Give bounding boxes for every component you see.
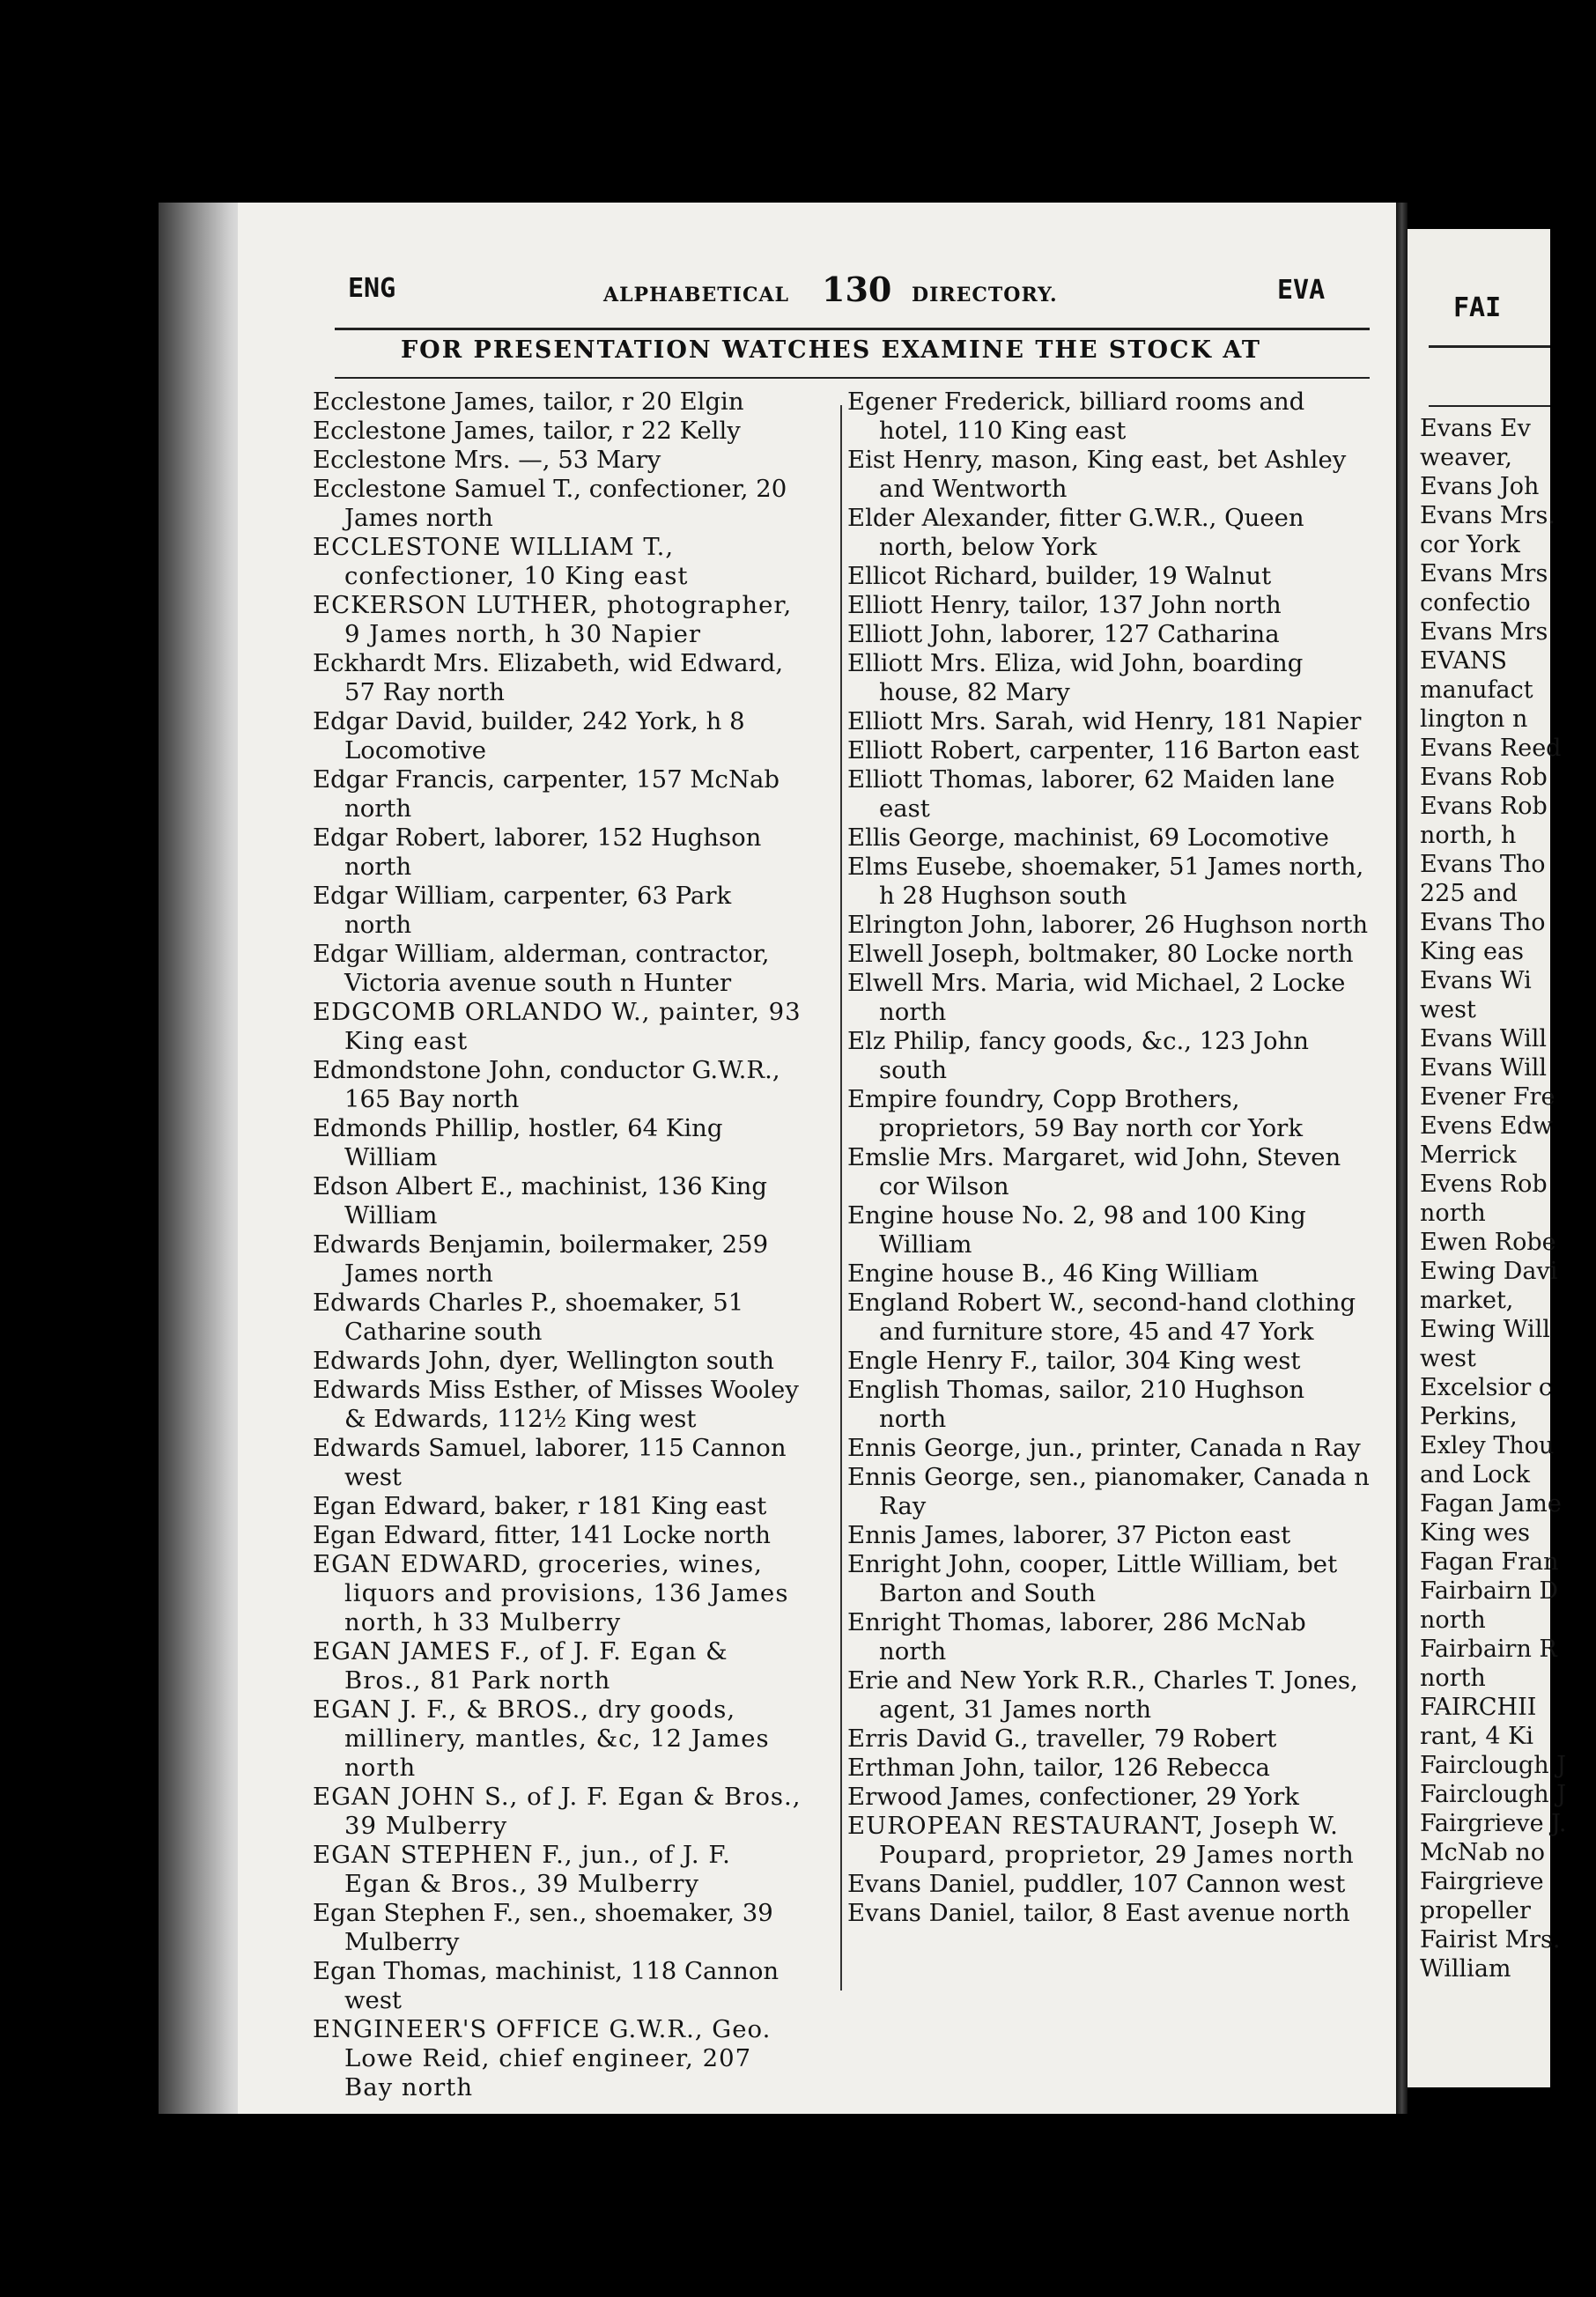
directory-entry: Edgar William, alderman, contractor, Victoria avenue south n Hunter — [313, 940, 770, 997]
directory-entry: EVANS — [1420, 647, 1507, 675]
directory-entry: EDGCOMB ORLANDO W., painter, 93 King east — [313, 998, 802, 1055]
directory-entry: Empire foundry, Copp Brothers, proprietors, 59 Bay north cor York — [847, 1085, 1303, 1142]
directory-entry: King eas — [1420, 938, 1524, 965]
directory-entry: Ennis George, jun., printer, Canada n Ray — [847, 1434, 1361, 1462]
directory-entry: Evans Rob — [1420, 764, 1548, 791]
page-edge — [159, 203, 247, 2114]
directory-entry: Perkins, — [1420, 1403, 1518, 1430]
book-gutter — [1396, 203, 1408, 2114]
page-number: 130 — [822, 270, 892, 309]
left-column — [313, 388, 806, 2102]
directory-entry: Enright John, cooper, Little William, bet Barton and South — [847, 1550, 1338, 1607]
directory-entry: north, h — [1420, 822, 1517, 849]
directory-entry: Evener Fre — [1420, 1083, 1555, 1111]
header-rule — [335, 328, 1370, 330]
directory-entry: Ewing Davi — [1420, 1258, 1558, 1285]
directory-entry: ENGINEER'S OFFICE G.W.R., Geo. Lowe Reid, chief engineer, 207 Bay north — [313, 2015, 772, 2101]
directory-entry: north — [1420, 1606, 1486, 1634]
directory-entry: Fairbairn D — [1420, 1577, 1559, 1605]
directory-entry: propeller — [1420, 1897, 1531, 1924]
directory-entry: Ennis James, laborer, 37 Picton east — [847, 1521, 1291, 1549]
directory-entry: Engine house B., 46 King William — [847, 1259, 1260, 1288]
directory-entry: Fagan Jame — [1420, 1490, 1562, 1518]
directory-entry: Elms Eusebe, shoemaker, 51 James north, h 28 Hughson south — [847, 853, 1364, 910]
directory-entry: Ecclestone James, tailor, r 20 Elgin — [313, 388, 744, 416]
directory-entry: King wes — [1420, 1519, 1531, 1547]
directory-entry: English Thomas, sailor, 210 Hughson north — [847, 1376, 1305, 1433]
directory-entry: 225 and — [1420, 880, 1518, 907]
directory-entry: Engine house No. 2, 98 and 100 King William — [847, 1201, 1306, 1259]
directory-entry: Elliott Mrs. Eliza, wid John, boarding house, 82 Mary — [847, 649, 1304, 706]
directory-entry: Excelsior c — [1420, 1374, 1553, 1401]
directory-entry: Fairist Mrs. — [1420, 1926, 1561, 1954]
header-left-guide: ENG — [348, 273, 396, 304]
directory-entry: Edwards John, dyer, Wellington south — [313, 1347, 774, 1375]
directory-entry: Engle Henry F., tailor, 304 King west — [847, 1347, 1301, 1375]
header-right-guide: EVA — [1277, 275, 1326, 306]
directory-entry: Egan Thomas, machinist, 118 Cannon west — [313, 1957, 780, 2014]
directory-entry: Fairgrieve J. — [1420, 1810, 1567, 1837]
directory-entry: Erris David G., traveller, 79 Robert — [847, 1725, 1277, 1753]
directory-entry: Fairclough J — [1420, 1781, 1567, 1808]
directory-entry: Elliott Mrs. Sarah, wid Henry, 181 Napier — [847, 707, 1362, 735]
directory-entry: Evans Tho — [1420, 909, 1546, 936]
directory-entry: Edson Albert E., machinist, 136 King William — [313, 1172, 767, 1230]
directory-entry: Fagan Fran — [1420, 1548, 1559, 1576]
directory-entry: Fairclough J — [1420, 1752, 1567, 1779]
directory-entry: Elliott Thomas, laborer, 62 Maiden lane east — [847, 765, 1335, 823]
directory-entry: Merrick — [1420, 1141, 1517, 1169]
directory-entry: Fairbairn R — [1420, 1636, 1557, 1663]
directory-entry: Egan Stephen F., sen., shoemaker, 39 Mulberry — [313, 1899, 773, 1956]
directory-entry: Evens Edw — [1420, 1112, 1553, 1140]
directory-entry: FAIRCHII — [1420, 1694, 1537, 1721]
directory-entry: Elliott Robert, carpenter, 116 Barton east — [847, 736, 1360, 764]
directory-entry: Egener Frederick, billiard rooms and hotel, 110 King east — [847, 388, 1305, 445]
directory-entry: lington n — [1420, 705, 1528, 733]
directory-entry: Eist Henry, mason, King east, bet Ashley and Wentworth — [847, 446, 1347, 503]
directory-entry: EGAN JOHN S., of J. F. Egan & Bros., 39 Mulberry — [313, 1783, 802, 1840]
adjacent-page-header: FAI — [1453, 292, 1502, 323]
directory-entry: Elwell Joseph, boltmaker, 80 Locke north — [847, 940, 1354, 968]
directory-entry: Evans Reed — [1420, 735, 1562, 762]
directory-entry: Evans Will — [1420, 1025, 1548, 1052]
column-divider — [840, 405, 842, 1990]
adjacent-header-rule — [1429, 345, 1550, 348]
directory-entry: EGAN J. F., & BROS., dry goods, millinery, mantles, &c, 12 James north — [313, 1695, 770, 1782]
directory-entry: Evans Ev — [1420, 415, 1531, 442]
directory-entry: north — [1420, 1200, 1486, 1227]
directory-entry: EUROPEAN RESTAURANT, Joseph W. Poupard, proprietor, 29 James north — [847, 1812, 1355, 1869]
directory-entry: Ewing Will — [1420, 1316, 1550, 1343]
banner-rule — [335, 377, 1370, 379]
directory-entry: Ecclestone Samuel T., confectioner, 20 James north — [313, 475, 787, 532]
directory-entry: north — [1420, 1665, 1486, 1692]
directory-entry: Evans Will — [1420, 1054, 1548, 1082]
directory-entry: William — [1420, 1955, 1511, 1983]
directory-entry: Evans Daniel, puddler, 107 Cannon west — [847, 1870, 1346, 1898]
directory-entry: Evans Joh — [1420, 473, 1540, 500]
directory-entry: Evens Rob — [1420, 1171, 1548, 1198]
directory-entry: Evans Tho — [1420, 851, 1546, 878]
directory-entry: Edgar Robert, laborer, 152 Hughson north — [313, 824, 762, 881]
directory-entry: manufact — [1420, 676, 1533, 704]
directory-entry: west — [1420, 996, 1476, 1023]
directory-entry: ECKERSON LUTHER, photographer, 9 James north, h 30 Napier — [313, 591, 793, 648]
directory-entry: Evans Wi — [1420, 967, 1532, 994]
directory-entry: Ellis George, machinist, 69 Locomotive — [847, 824, 1329, 852]
directory-entry: Edwards Charles P., shoemaker, 51 Catharine south — [313, 1289, 744, 1346]
directory-entry: Edgar David, builder, 242 York, h 8 Locomotive — [313, 707, 745, 764]
directory-entry: Evans Mrs — [1420, 618, 1548, 646]
page-header — [348, 264, 1343, 317]
directory-entry: Enright Thomas, laborer, 286 McNab north — [847, 1608, 1306, 1666]
directory-entry: EGAN STEPHEN F., jun., of J. F. Egan & Bros., 39 Mulberry — [313, 1841, 731, 1898]
directory-entry: market, — [1420, 1287, 1514, 1314]
directory-entry: Edwards Samuel, laborer, 115 Cannon west — [313, 1434, 787, 1491]
directory-entry: and Lock — [1420, 1461, 1531, 1488]
header-title-right: DIRECTORY. — [912, 284, 1058, 307]
directory-entry: Ellicot Richard, builder, 19 Walnut — [847, 562, 1272, 590]
directory-entry: Edgar Francis, carpenter, 157 McNab north — [313, 765, 780, 823]
directory-entry: Egan Edward, baker, r 181 King east — [313, 1492, 767, 1520]
directory-entry: Edwards Miss Esther, of Misses Wooley & Edwards, 112½ King west — [313, 1376, 799, 1433]
directory-entry: rant, 4 Ki — [1420, 1723, 1533, 1750]
adjacent-banner-rule — [1429, 405, 1550, 407]
directory-entry: EGAN JAMES F., of J. F. Egan & Bros., 81 Park north — [313, 1637, 728, 1695]
directory-entry: Erwood James, confectioner, 29 York — [847, 1783, 1299, 1811]
directory-entry: Erie and New York R.R., Charles T. Jones, agent, 31 James north — [847, 1666, 1358, 1724]
right-column — [847, 388, 1376, 1928]
directory-entry: confectio — [1420, 589, 1531, 617]
directory-entry: Evans Mrs. — [1420, 502, 1555, 529]
directory-entry: Evans Rob — [1420, 793, 1548, 820]
directory-entry: Evans Daniel, tailor, 8 East avenue north — [847, 1899, 1350, 1927]
directory-entry: Edwards Benjamin, boilermaker, 259 James north — [313, 1230, 769, 1288]
directory-entry: Elder Alexander, fitter G.W.R., Queen north, below York — [847, 504, 1304, 561]
directory-entry: Ennis George, sen., pianomaker, Canada n Ray — [847, 1463, 1370, 1520]
directory-entry: Edmonds Phillip, hostler, 64 King William — [313, 1114, 723, 1171]
header-title-left: ALPHABETICAL — [603, 284, 790, 307]
directory-entry: Elz Philip, fancy goods, &c., 123 John south — [847, 1027, 1310, 1084]
directory-entry: Edmondstone John, conductor G.W.R., 165 Bay north — [313, 1056, 780, 1113]
directory-entry: Elliott Henry, tailor, 137 John north — [847, 591, 1282, 619]
directory-entry: Egan Edward, fitter, 141 Locke north — [313, 1521, 772, 1549]
directory-entry: EGAN EDWARD, groceries, wines, liquors and provisions, 136 James north, h 33 Mulberry — [313, 1550, 789, 1636]
directory-entry: Ecclestone James, tailor, r 22 Kelly — [313, 417, 741, 445]
directory-entry: Elrington John, laborer, 26 Hughson north — [847, 911, 1369, 939]
directory-entry: Ewen Robe — [1420, 1229, 1556, 1256]
directory-entry: Evans Mrs — [1420, 560, 1548, 587]
directory-entry: McNab no — [1420, 1839, 1546, 1866]
directory-entry: ECCLESTONE WILLIAM T., confectioner, 10 King east — [313, 533, 689, 590]
directory-entry: west — [1420, 1345, 1476, 1372]
directory-entry: England Robert W., second-hand clothing and furniture store, 45 and 47 York — [847, 1289, 1356, 1346]
directory-entry: Erthman John, tailor, 126 Rebecca — [847, 1754, 1270, 1782]
directory-entry: Emslie Mrs. Margaret, wid John, Steven cor Wilson — [847, 1143, 1341, 1200]
directory-entry: Elliott John, laborer, 127 Catharina — [847, 620, 1280, 648]
directory-entry: cor York — [1420, 531, 1520, 558]
directory-entry: Exley Thou — [1420, 1432, 1555, 1459]
directory-entry: weaver, — [1420, 444, 1512, 471]
adjacent-page-column — [1420, 414, 1596, 1983]
directory-entry: Edgar William, carpenter, 63 Park north — [313, 882, 732, 939]
directory-entry: Elwell Mrs. Maria, wid Michael, 2 Locke north — [847, 969, 1346, 1026]
directory-entry: Ecclestone Mrs. —, 53 Mary — [313, 446, 661, 474]
advertisement-banner: FOR PRESENTATION WATCHES EXAMINE THE STOCK AT — [401, 336, 1261, 364]
directory-entry: Fairgrieve — [1420, 1868, 1544, 1895]
directory-entry: Eckhardt Mrs. Elizabeth, wid Edward, 57 Ray north — [313, 649, 784, 706]
